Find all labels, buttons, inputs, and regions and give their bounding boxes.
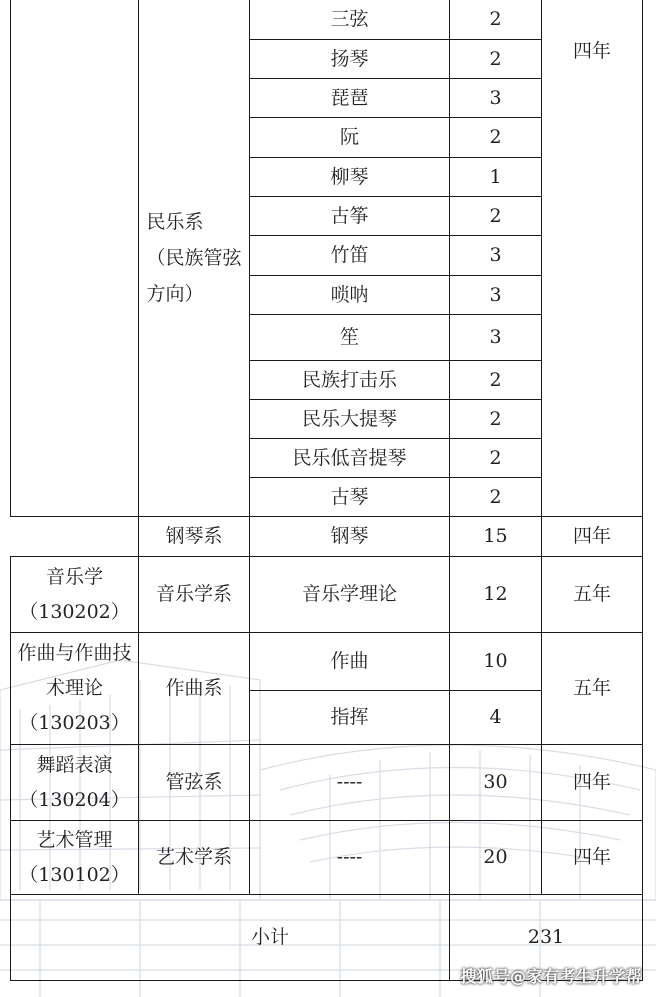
major-cell: 指挥 — [250, 691, 450, 745]
subtotal-label: 小计 — [11, 895, 450, 981]
table-row — [11, 745, 643, 821]
major-cell: 笙 — [250, 315, 450, 361]
department-line: 方向） — [146, 282, 204, 305]
table-row — [11, 633, 643, 691]
quota-cell: 3 — [450, 276, 542, 315]
department-cell: 钢琴系 — [139, 517, 250, 557]
quota-cell: 3 — [450, 236, 542, 276]
major-cell: 作曲 — [250, 633, 450, 691]
quota-cell: 2 — [450, 118, 542, 158]
subject-code: （130102） — [19, 863, 130, 886]
department-cell — [139, 0, 250, 517]
table-row — [11, 557, 643, 633]
quota-cell: 2 — [450, 197, 542, 236]
enrollment-table — [10, 0, 643, 981]
major-cell: ---- — [250, 745, 450, 821]
subject-code: （130204） — [19, 788, 130, 811]
major-cell: 古筝 — [250, 197, 450, 236]
duration-cell: 四年 — [542, 517, 643, 557]
subject-cell — [11, 633, 139, 745]
quota-cell: 4 — [450, 691, 542, 745]
quota-cell: 3 — [450, 315, 542, 361]
table-row — [11, 821, 643, 895]
subject-cell-empty — [11, 517, 139, 557]
major-cell: 唢呐 — [250, 276, 450, 315]
major-cell: 三弦 — [250, 0, 450, 40]
quota-cell: 30 — [450, 745, 542, 821]
subject-code: （130203） — [19, 712, 130, 734]
quota-cell: 2 — [450, 400, 542, 439]
major-cell: 民族打击乐 — [250, 361, 450, 400]
quota-cell: 10 — [450, 633, 542, 691]
quota-cell: 2 — [450, 0, 542, 40]
table-row — [11, 0, 643, 40]
major-cell: 竹笛 — [250, 236, 450, 276]
subject-name: 艺术管理 — [36, 828, 113, 851]
subject-cell-empty — [11, 0, 139, 517]
quota-cell: 20 — [450, 821, 542, 895]
quota-cell: 12 — [450, 557, 542, 633]
major-cell: 古琴 — [250, 478, 450, 517]
quota-cell: 2 — [450, 361, 542, 400]
watermark-text: 搜狐号@家有考生升学帮 — [460, 967, 642, 986]
duration-cell: 四年 — [542, 821, 643, 895]
subtotal-value: 231 — [450, 895, 643, 981]
major-cell: 钢琴 — [250, 517, 450, 557]
major-cell: 阮 — [250, 118, 450, 158]
department-cell: 管弦系 — [139, 745, 250, 821]
department-line: 民乐系 — [146, 210, 204, 233]
major-cell: 民乐低音提琴 — [250, 439, 450, 478]
table-row — [11, 517, 643, 557]
subject-name: 作曲与作曲技术理论 — [17, 642, 132, 699]
major-cell: 柳琴 — [250, 158, 450, 197]
duration-cell: 四年 — [542, 745, 643, 821]
major-cell: 琵琶 — [250, 79, 450, 118]
department-cell: 音乐学系 — [139, 557, 250, 633]
major-cell: 扬琴 — [250, 40, 450, 79]
subject-cell — [11, 557, 139, 633]
department-cell: 艺术学系 — [139, 821, 250, 895]
subject-cell — [11, 821, 139, 895]
quota-cell: 3 — [450, 79, 542, 118]
subject-name: 舞蹈表演 — [36, 753, 113, 776]
major-cell: ---- — [250, 821, 450, 895]
duration-cell: 五年 — [542, 633, 643, 745]
duration-cell: 四年 — [542, 0, 643, 517]
department-cell: 作曲系 — [139, 633, 250, 745]
major-cell: 民乐大提琴 — [250, 400, 450, 439]
major-cell: 音乐学理论 — [250, 557, 450, 633]
quota-cell: 1 — [450, 158, 542, 197]
subject-name: 音乐学 — [45, 565, 103, 588]
duration-cell: 五年 — [542, 557, 643, 633]
quota-cell: 2 — [450, 439, 542, 478]
department-line: （民族管弦 — [146, 246, 242, 269]
quota-cell: 15 — [450, 517, 542, 557]
quota-cell: 2 — [450, 40, 542, 79]
subject-cell — [11, 745, 139, 821]
quota-cell: 2 — [450, 478, 542, 517]
subject-code: （130202） — [19, 600, 130, 623]
